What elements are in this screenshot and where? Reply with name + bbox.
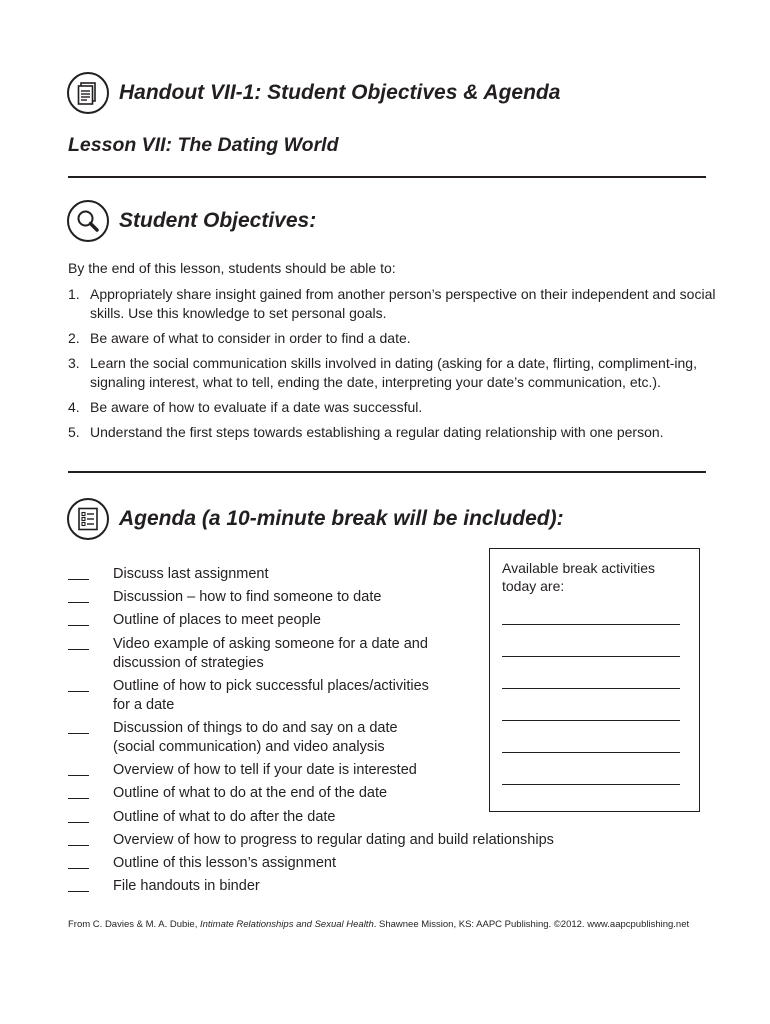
agenda-item-text: Discussion – how to find someone to date [113, 589, 382, 606]
objective-number: 5. [68, 424, 80, 440]
citation-book-title: Intimate Relationships and Sexual Health [199, 919, 374, 930]
agenda-item [68, 831, 628, 850]
blank-line[interactable] [502, 720, 680, 721]
agenda-title: Agenda (a 10-minute break will be included): [119, 507, 564, 530]
check-blank[interactable] [68, 625, 89, 626]
check-blank[interactable] [68, 579, 89, 580]
agenda-item [68, 854, 628, 873]
check-blank[interactable] [68, 649, 89, 650]
divider [68, 471, 706, 473]
document-icon [67, 72, 109, 114]
magnifier-icon [67, 200, 109, 242]
blank-line[interactable] [502, 784, 680, 785]
objective-number: 3. [68, 355, 80, 371]
break-activities-box [489, 548, 700, 812]
agenda-item-text: Outline of how to pick successful places/activities for a date [113, 677, 429, 713]
check-blank[interactable] [68, 775, 89, 776]
objective-text: Be aware of how to evaluate if a date was successful. [90, 399, 423, 415]
check-blank[interactable] [68, 822, 89, 823]
handout-heading [67, 72, 560, 114]
agenda-item-text: Outline of places to meet people [113, 612, 321, 629]
agenda-heading [67, 498, 564, 540]
agenda-item-text: Overview of how to progress to regular dating and build relationships [113, 831, 554, 848]
check-blank[interactable] [68, 868, 89, 869]
objective-text: Understand the first steps towards establishing a regular dating relationship with one person. [90, 424, 664, 440]
objective-number: 4. [68, 399, 80, 415]
objective-text: Appropriately share insight gained from another person’s perspective on their independent and social skills. Use this knowledge to set personal goals. [90, 286, 716, 321]
objective-item [68, 398, 718, 417]
objectives-heading [67, 200, 316, 242]
agenda-item-text: Outline of what to do at the end of the date [113, 785, 388, 802]
objective-text: Be aware of what to consider in order to find a date. [90, 330, 411, 346]
agenda-item-text: Outline of this lesson’s assignment [113, 854, 336, 871]
agenda-item-text: Outline of what to do after the date [113, 808, 336, 825]
objectives-title: Student Objectives: [119, 209, 317, 232]
objectives-list [68, 285, 718, 448]
check-blank[interactable] [68, 891, 89, 892]
check-blank[interactable] [68, 798, 89, 799]
blank-line[interactable] [502, 752, 680, 753]
check-blank[interactable] [68, 691, 89, 692]
objective-item [68, 423, 718, 442]
handout-title: Handout VII-1: Student Objectives & Agenda [119, 81, 561, 104]
objective-item [68, 354, 718, 392]
check-blank[interactable] [68, 602, 89, 603]
agenda-item [68, 877, 628, 896]
blank-line[interactable] [502, 688, 680, 689]
blank-line[interactable] [502, 656, 680, 657]
objective-text: Learn the social communication skills involved in dating (asking for a date, flirting, compliment-ing, signaling interest, what to tell, ending the date, interpreting your date’s communication, etc.). [90, 355, 697, 390]
break-activities-title: Available break activities today are: [502, 560, 656, 594]
objective-item [68, 329, 718, 348]
agenda-item-text: Discuss last assignment [113, 566, 269, 582]
agenda-item-text: Overview of how to tell if your date is interested [113, 762, 417, 779]
check-blank[interactable] [68, 733, 89, 734]
objective-number: 2. [68, 330, 80, 346]
citation-suffix: . Shawnee Mission, KS: AAPC Publishing. ©2012. www.aapcpublishing.net [373, 919, 690, 930]
blank-line[interactable] [502, 624, 680, 625]
agenda-item-text: Discussion of things to do and say on a date (social communication) and video analysis [113, 719, 398, 755]
citation-footer [68, 919, 689, 930]
agenda-item-text: File handouts in binder [113, 878, 260, 895]
agenda-item-text: Video example of asking someone for a date and discussion of strategies [113, 635, 428, 671]
objectives-intro: By the end of this lesson, students should be able to: [68, 260, 396, 276]
checklist-icon [67, 498, 109, 540]
citation-prefix: From C. Davies & M. A. Dubie, [68, 919, 200, 930]
objective-number: 1. [68, 286, 80, 302]
divider [68, 176, 706, 178]
objective-item [68, 285, 718, 323]
check-blank[interactable] [68, 845, 89, 846]
lesson-title: Lesson VII: The Dating World [68, 134, 339, 156]
